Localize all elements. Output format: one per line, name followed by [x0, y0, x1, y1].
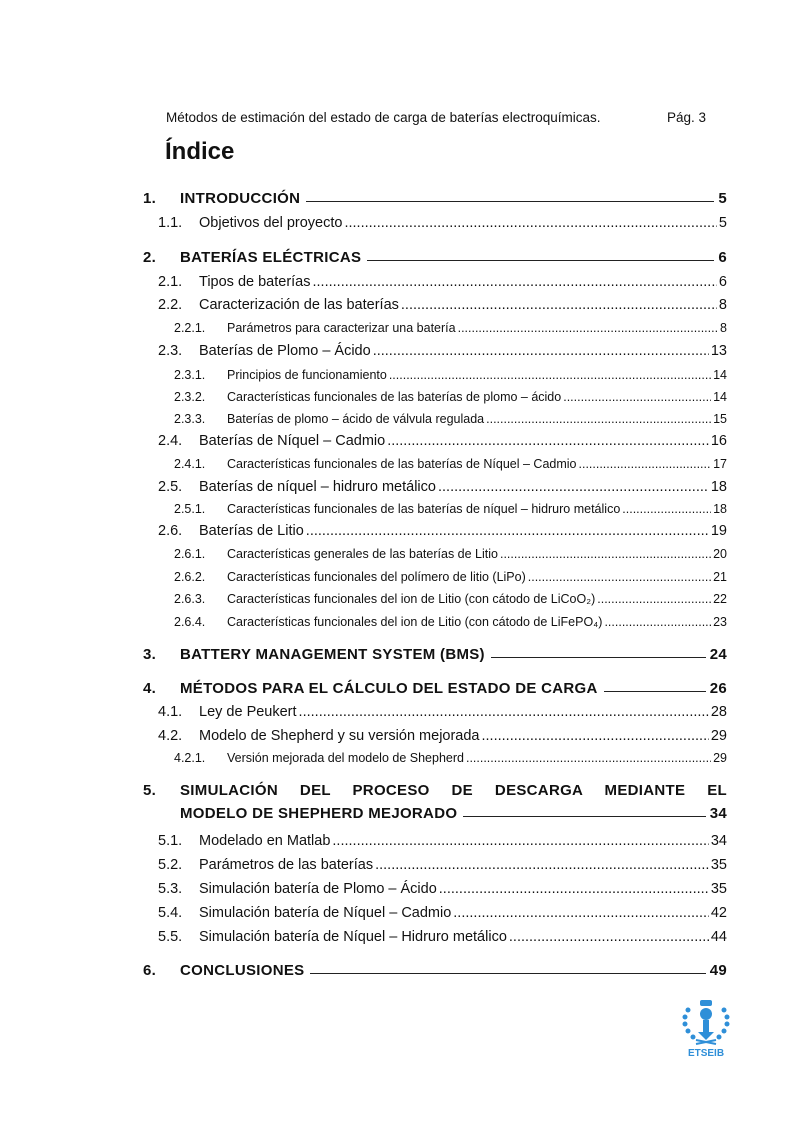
- toc-entry-number: 2.6.4.: [174, 615, 206, 630]
- toc-entry-section[interactable]: [158, 929, 727, 945]
- leader-line: [306, 200, 714, 202]
- leader-line: [491, 656, 706, 658]
- toc-entry-page: 44: [710, 929, 727, 945]
- dot-leader: [466, 751, 711, 765]
- dot-leader: [387, 433, 709, 449]
- toc-entry-number: 2.3.3.: [174, 412, 206, 427]
- toc-entry-subsection[interactable]: [174, 412, 727, 426]
- toc-entry-title: Baterías de Plomo – Ácido: [199, 343, 371, 359]
- toc-entry-title: Versión mejorada del modelo de Shepherd: [227, 751, 464, 766]
- dot-leader: [439, 881, 709, 897]
- toc-entry-section[interactable]: [158, 728, 727, 744]
- toc-entry-page: 23: [713, 615, 727, 630]
- toc-entry-number: 2.6.1.: [174, 547, 206, 562]
- toc-entry-number: 2.6.: [158, 523, 183, 539]
- toc-entry-page: 21: [713, 570, 727, 585]
- dot-leader: [373, 343, 709, 359]
- dot-leader: [299, 704, 709, 720]
- toc-entry-title-continued: MODELO DE SHEPHERD MEJORADO: [180, 805, 458, 822]
- toc-entry-number: 4.: [143, 679, 157, 697]
- dot-leader: [453, 905, 709, 921]
- toc-entry-subsection[interactable]: [174, 592, 727, 606]
- toc-entry-chapter[interactable]: [143, 782, 727, 822]
- toc-entry-title: Modelado en Matlab: [199, 833, 331, 849]
- toc-entry-page: 49: [709, 961, 727, 979]
- dot-leader: [401, 297, 717, 313]
- toc-entry-number: 2.3.1.: [174, 368, 206, 383]
- toc-entry-title: Modelo de Shepherd y su versión mejorada: [199, 728, 480, 744]
- toc-entry-title: Baterías de níquel – hidruro metálico: [199, 479, 436, 495]
- toc-entry-page: 15: [713, 412, 727, 427]
- toc-entry-page: 18: [713, 502, 727, 517]
- toc-entry-subsection[interactable]: [174, 615, 727, 629]
- toc-entry-subsection[interactable]: [174, 502, 727, 516]
- toc-entry-chapter[interactable]: [143, 190, 727, 207]
- toc-entry-number: 4.2.: [158, 728, 183, 744]
- toc-entry-title: Baterías de Níquel – Cadmio: [199, 433, 386, 449]
- toc-entry-page: 6: [718, 248, 727, 266]
- toc-entry-number: 2.: [143, 248, 157, 266]
- toc-entry-page: 5: [718, 189, 727, 207]
- dot-leader: [579, 457, 712, 471]
- toc-entry-page: 29: [710, 728, 727, 744]
- toc-entry-title: Características funcionales del ion de Litio (con cátodo de LiFePO₄): [227, 615, 603, 630]
- toc-entry-section[interactable]: [158, 857, 727, 873]
- toc-entry-title: CONCLUSIONES: [180, 961, 305, 979]
- running-header-title: Métodos de estimación del estado de carga de baterías electroquímicas.: [166, 110, 601, 125]
- toc-entry-page: 14: [713, 368, 727, 383]
- toc-entry-subsection[interactable]: [174, 321, 727, 335]
- toc-entry-title: Baterías de Litio: [199, 523, 304, 539]
- toc-entry-subsection[interactable]: [174, 751, 727, 765]
- toc-entry-title: Tipos de baterías: [199, 274, 311, 290]
- dot-leader: [306, 523, 709, 539]
- toc-entry-chapter[interactable]: [143, 962, 727, 979]
- leader-line: [367, 259, 714, 261]
- toc-entry-number: 2.2.1.: [174, 321, 206, 336]
- toc-entry-number: 1.1.: [158, 215, 183, 231]
- dot-leader: [563, 390, 711, 404]
- toc-entry-section[interactable]: [158, 274, 727, 290]
- toc-entry-title: Características funcionales de las baterías de plomo – ácido: [227, 390, 562, 405]
- toc-entry-chapter[interactable]: [143, 249, 727, 266]
- toc-entry-title: Características funcionales de las baterías de níquel – hidruro metálico: [227, 502, 621, 517]
- toc-entry-page: 20: [713, 547, 727, 562]
- dot-leader: [482, 728, 709, 744]
- toc-entry-section[interactable]: [158, 833, 727, 849]
- leader-line: [604, 690, 706, 692]
- dot-leader: [509, 929, 709, 945]
- toc-entry-title: Ley de Peukert: [199, 704, 297, 720]
- toc-entry-number: 4.2.1.: [174, 751, 206, 766]
- toc-entry-number: 2.5.1.: [174, 502, 206, 517]
- toc-entry-title: Simulación batería de Plomo – Ácido: [199, 881, 437, 897]
- toc-entry-page: 13: [710, 343, 727, 359]
- toc-entry-number: 2.3.2.: [174, 390, 206, 405]
- toc-entry-section[interactable]: [158, 433, 727, 449]
- dot-leader: [375, 857, 709, 873]
- dot-leader: [332, 833, 708, 849]
- toc-entry-number: 2.6.3.: [174, 592, 206, 607]
- toc-entry-page: 35: [710, 881, 727, 897]
- toc-entry-number: 2.5.: [158, 479, 183, 495]
- toc-entry-number: 5.5.: [158, 929, 183, 945]
- running-header-page-number: Pág. 3: [667, 110, 707, 125]
- toc-entry-page: 16: [710, 433, 727, 449]
- toc-entry-title: Características funcionales del polímero de litio (LiPo): [227, 570, 526, 585]
- toc-entry-title: Características funcionales del ion de Litio (con cátodo de LiCoO₂): [227, 592, 596, 607]
- leader-line: [463, 816, 705, 817]
- dot-leader: [622, 502, 711, 516]
- toc-entry-page: 17: [713, 457, 727, 472]
- toc-entry-number: 4.1.: [158, 704, 183, 720]
- toc-entry-title: Características generales de las baterías de Litio: [227, 547, 498, 562]
- toc-entry-title: Caracterización de las baterías: [199, 297, 399, 313]
- toc-entry-page: 8: [720, 321, 727, 336]
- dot-leader: [313, 274, 717, 290]
- toc-entry-number: 5.2.: [158, 857, 183, 873]
- toc-entry-page: 26: [709, 679, 727, 697]
- dot-leader: [528, 570, 711, 584]
- toc-entry-number: 5.4.: [158, 905, 183, 921]
- toc-entry-subsection[interactable]: [174, 547, 727, 561]
- toc-entry-title: Simulación batería de Níquel – Hidruro metálico: [199, 929, 507, 945]
- toc-entry-page: 5: [718, 215, 727, 231]
- toc-entry-page: 19: [710, 523, 727, 539]
- toc-entry-section[interactable]: [158, 905, 727, 921]
- dot-leader: [604, 615, 711, 629]
- toc-entry-page: 22: [713, 592, 727, 607]
- dot-leader: [486, 412, 711, 426]
- toc-entry-number: 2.6.2.: [174, 570, 206, 585]
- toc-entry-section[interactable]: [158, 704, 727, 720]
- toc-entry-page: 14: [713, 390, 727, 405]
- dot-leader: [458, 321, 718, 335]
- toc-entry-page: 35: [710, 857, 727, 873]
- toc-entry-title: Características funcionales de las baterías de Níquel – Cadmio: [227, 457, 577, 472]
- toc-entry-title: Parámetros para caracterizar una batería: [227, 321, 456, 336]
- toc-entry-subsection[interactable]: [174, 570, 727, 584]
- dot-leader: [438, 479, 709, 495]
- toc-entry-title: Objetivos del proyecto: [199, 215, 343, 231]
- leader-line: [310, 972, 705, 974]
- toc-entry-title: Simulación batería de Níquel – Cadmio: [199, 905, 452, 921]
- toc-entry-page: 6: [718, 274, 727, 290]
- toc-entry-title: SIMULACIÓN DEL PROCESO DE DESCARGA MEDIANTE EL: [180, 782, 727, 799]
- toc-entry-number: 6.: [143, 961, 157, 979]
- toc-entry-number: 3.: [143, 645, 157, 663]
- logo-text: ETSEIB: [687, 1048, 725, 1058]
- toc-entry-page: 18: [710, 479, 727, 495]
- toc-entry-chapter[interactable]: [143, 646, 727, 663]
- toc-entry-page: 42: [710, 905, 727, 921]
- dot-leader: [500, 547, 711, 561]
- toc-entry-page: 24: [709, 645, 727, 663]
- toc-entry-section[interactable]: [158, 479, 727, 495]
- toc-entry-section[interactable]: [158, 881, 727, 897]
- dot-leader: [597, 592, 711, 606]
- dot-leader: [344, 215, 716, 231]
- toc-entry-page: 29: [713, 751, 727, 766]
- toc-entry-number: 2.4.1.: [174, 457, 206, 472]
- dot-leader: [389, 368, 711, 382]
- toc-entry-page: 34: [710, 833, 727, 849]
- toc-entry-subsection[interactable]: [174, 390, 727, 404]
- toc-entry-number: 2.1.: [158, 274, 183, 290]
- toc-entry-page: 8: [718, 297, 727, 313]
- toc-entry-title: MÉTODOS PARA EL CÁLCULO DEL ESTADO DE CARGA: [180, 679, 598, 697]
- toc-entry-chapter[interactable]: [143, 680, 727, 697]
- toc-entry-number: 5.1.: [158, 833, 183, 849]
- toc-entry-number: 5.: [143, 782, 157, 799]
- toc-entry-title: INTRODUCCIÓN: [180, 189, 301, 207]
- toc-entry-title: BATERÍAS ELÉCTRICAS: [180, 248, 362, 266]
- toc-entry-number: 5.3.: [158, 881, 183, 897]
- toc-entry-subsection[interactable]: [174, 457, 727, 471]
- toc-entry-number: 2.2.: [158, 297, 183, 313]
- toc-entry-title: Parámetros de las baterías: [199, 857, 374, 873]
- toc-entry-section[interactable]: [158, 215, 727, 231]
- toc-entry-title: BATTERY MANAGEMENT SYSTEM (BMS): [180, 645, 485, 663]
- toc-entry-section[interactable]: [158, 343, 727, 359]
- etseib-logo: [676, 998, 736, 1058]
- toc-entry-number: 2.4.: [158, 433, 183, 449]
- toc-entry-page: 28: [710, 704, 727, 720]
- page-title: Índice: [165, 138, 235, 165]
- toc-entry-number: 1.: [143, 189, 157, 207]
- toc-entry-title: Principios de funcionamiento: [227, 368, 387, 383]
- toc-entry-subsection[interactable]: [174, 368, 727, 382]
- toc-entry-section[interactable]: [158, 523, 727, 539]
- toc-entry-section[interactable]: [158, 297, 727, 313]
- toc-entry-title: Baterías de plomo – ácido de válvula regulada: [227, 412, 485, 427]
- toc-entry-page: 34: [709, 805, 727, 822]
- toc-entry-number: 2.3.: [158, 343, 183, 359]
